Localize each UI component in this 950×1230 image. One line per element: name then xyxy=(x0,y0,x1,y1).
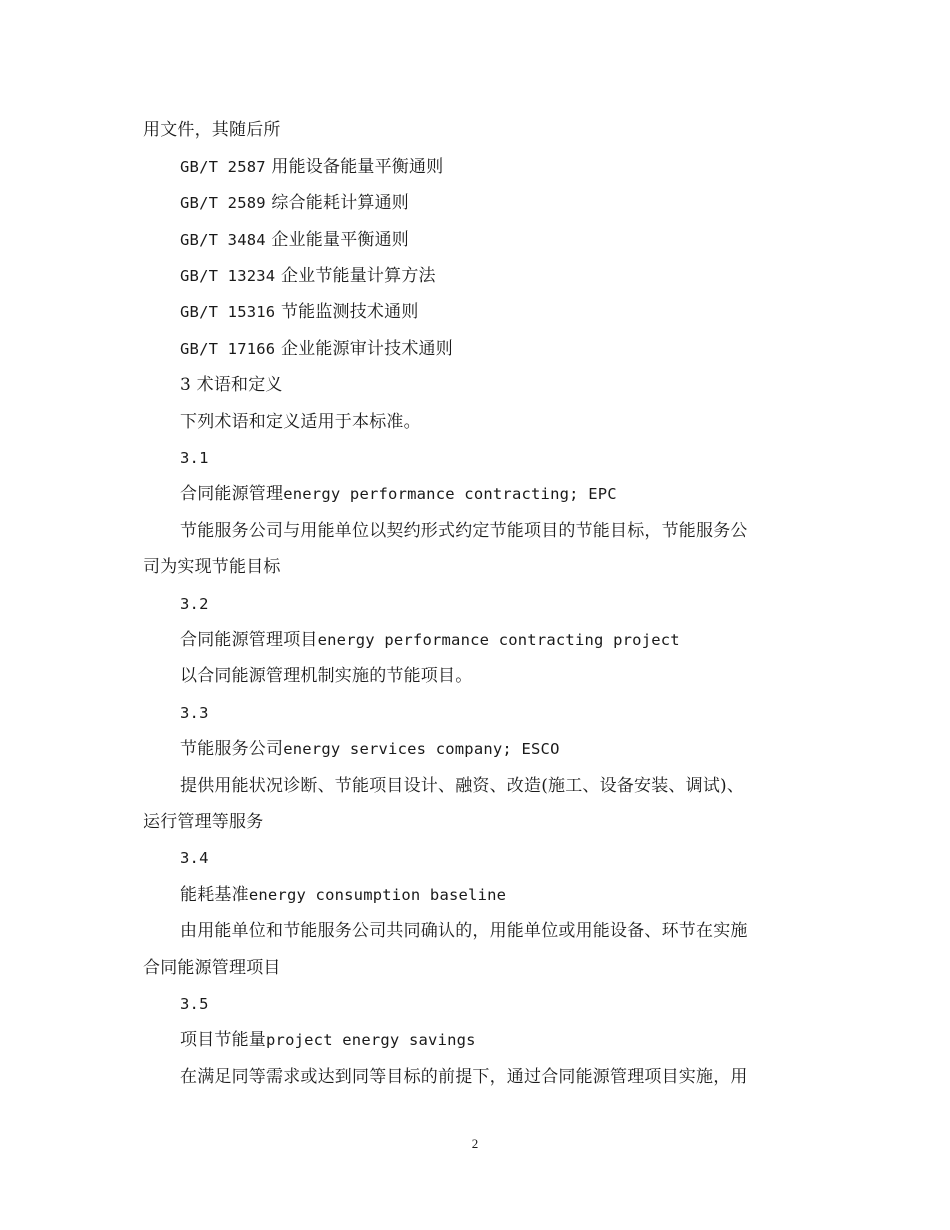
reference-standard xyxy=(180,155,443,179)
term-chinese: 能耗基准 xyxy=(180,885,249,905)
term-english: energy consumption baseline xyxy=(248,886,507,904)
clause-number: 3.3 xyxy=(180,704,209,722)
term-english: energy services company; ESCO xyxy=(283,740,560,758)
standard-code: GB/T 2589 xyxy=(180,194,266,212)
clause-number: 3.2 xyxy=(180,595,209,613)
reference-standard xyxy=(180,264,436,288)
page-number: 2 xyxy=(471,1136,479,1151)
paragraph-line: 以合同能源管理机制实施的节能项目。 xyxy=(180,666,473,686)
standard-title: 企业节能量计算方法 xyxy=(280,266,436,286)
standard-code: GB/T 3484 xyxy=(180,231,266,249)
paragraph-line: 司为实现节能目标 xyxy=(143,557,281,577)
standard-code: GB/T 2587 xyxy=(180,158,266,176)
term-chinese: 项目节能量 xyxy=(180,1030,266,1050)
paragraph-line: 提供用能状况诊断、节能项目设计、融资、改造(施工、设备安装、调试)、 xyxy=(180,776,745,796)
clause-number: 3.5 xyxy=(180,995,209,1013)
paragraph-line: 下列术语和定义适用于本标准。 xyxy=(180,412,421,432)
term-chinese: 合同能源管理 xyxy=(180,484,284,504)
term-chinese: 合同能源管理项目 xyxy=(180,630,318,650)
standard-title: 节能监测技术通则 xyxy=(280,302,419,322)
clause-number: 3.4 xyxy=(180,849,209,867)
term-line xyxy=(180,737,560,761)
paragraph-line: 运行管理等服务 xyxy=(143,812,264,832)
paragraph-line: 节能服务公司与用能单位以契约形式约定节能项目的节能目标，节能服务公 xyxy=(180,521,748,541)
term-english: project energy savings xyxy=(266,1031,476,1049)
standard-code: GB/T 15316 xyxy=(180,303,276,321)
term-english: energy performance contracting project xyxy=(317,631,680,649)
paragraph-line: 由用能单位和节能服务公司共同确认的，用能单位或用能设备、环节在实施 xyxy=(180,921,748,941)
standard-title: 综合能耗计算通则 xyxy=(271,193,410,213)
reference-standard xyxy=(180,191,409,215)
reference-standard xyxy=(180,300,419,324)
standard-code: GB/T 17166 xyxy=(180,340,276,358)
paragraph-line: 在满足同等需求或达到同等目标的前提下，通过合同能源管理项目实施，用 xyxy=(180,1067,748,1087)
term-english: energy performance contracting; EPC xyxy=(283,485,617,503)
standard-title: 企业能源审计技术通则 xyxy=(280,339,453,359)
term-line xyxy=(180,628,680,652)
reference-standard xyxy=(180,337,453,361)
standard-title: 企业能量平衡通则 xyxy=(271,230,410,250)
clause-number: 3.1 xyxy=(180,449,209,467)
term-line xyxy=(180,883,506,907)
paragraph-line: 用文件，其随后所 xyxy=(143,120,281,140)
term-line xyxy=(180,482,617,506)
standard-code: GB/T 13234 xyxy=(180,267,276,285)
standard-title: 用能设备能量平衡通则 xyxy=(271,157,444,177)
paragraph-line: 合同能源管理项目 xyxy=(143,958,281,978)
term-line xyxy=(180,1028,476,1052)
term-chinese: 节能服务公司 xyxy=(180,739,284,759)
reference-standard xyxy=(180,228,409,252)
section-heading: 3 术语和定义 xyxy=(180,375,283,395)
